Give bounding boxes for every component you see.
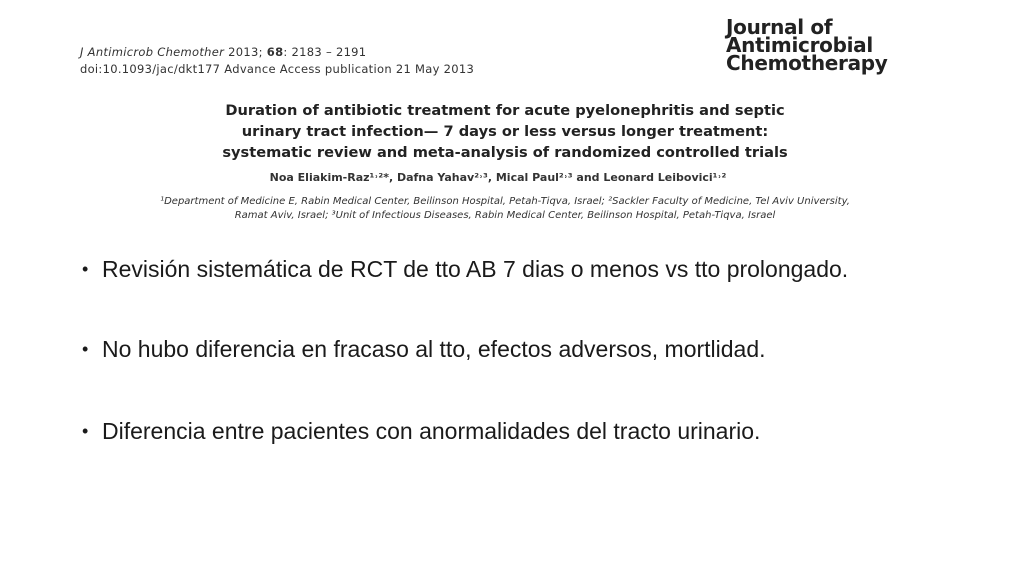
affiliations <box>82 195 928 223</box>
authors: Noa Eliakim-Raz¹˒²*, Dafna Yahav²˒³, Mical Paul²˒³ and Leonard Leibovici¹˒² <box>269 171 727 184</box>
article-title-line: urinary tract infection— 7 days or less versus longer treatment: <box>241 123 769 140</box>
journal-logo <box>726 15 888 75</box>
bullet-item <box>80 334 960 364</box>
bullet-marker: • <box>82 421 89 441</box>
article-title-line: Duration of antibiotic treatment for acute pyelonephritis and septic <box>225 102 785 119</box>
citation-pages: : 2183 – 2191 <box>283 45 367 59</box>
bullet-item <box>80 416 960 446</box>
journal-name-line: Antimicrobial <box>726 33 873 57</box>
bullet-text: Revisión sistemática de RCT de tto AB 7 dias o menos vs tto prolongado. <box>102 256 849 282</box>
bullet-text: Diferencia entre pacientes con anormalidades del tracto urinario. <box>102 418 761 444</box>
bullet-marker: • <box>82 339 89 359</box>
bullet-item <box>80 254 960 284</box>
citation-year: 2013; <box>228 45 263 59</box>
bullet-text: No hubo diferencia en fracaso al tto, efectos adversos, mortlidad. <box>102 336 766 362</box>
bullet-marker: • <box>82 259 89 279</box>
affiliation-line: ¹Department of Medicine E, Rabin Medical Center, Beilinson Hospital, Petah-Tiqva, Israel; ²Sackler Faculty of Medicine, Tel Aviv University, <box>160 196 850 207</box>
article-title-line: systematic review and meta-analysis of randomized controlled trials <box>222 144 788 161</box>
citation-journal: J Antimicrob Chemother <box>80 45 225 59</box>
citation-volume: 68 <box>266 45 284 59</box>
journal-name-line: Chemotherapy <box>726 51 888 75</box>
affiliation-line: Ramat Aviv, Israel; ³Unit of Infectious Diseases, Rabin Medical Center, Beilinson Hospital, Petah-Tiqva, Israel <box>234 210 776 221</box>
journal-name-line: Journal of <box>726 15 833 39</box>
article-header-image <box>78 14 930 224</box>
citation <box>80 44 474 78</box>
citation-doi: doi:10.1093/jac/dkt177 Advance Access publication 21 May 2013 <box>80 62 475 76</box>
article-title <box>100 100 910 163</box>
bullet-list <box>80 254 960 494</box>
